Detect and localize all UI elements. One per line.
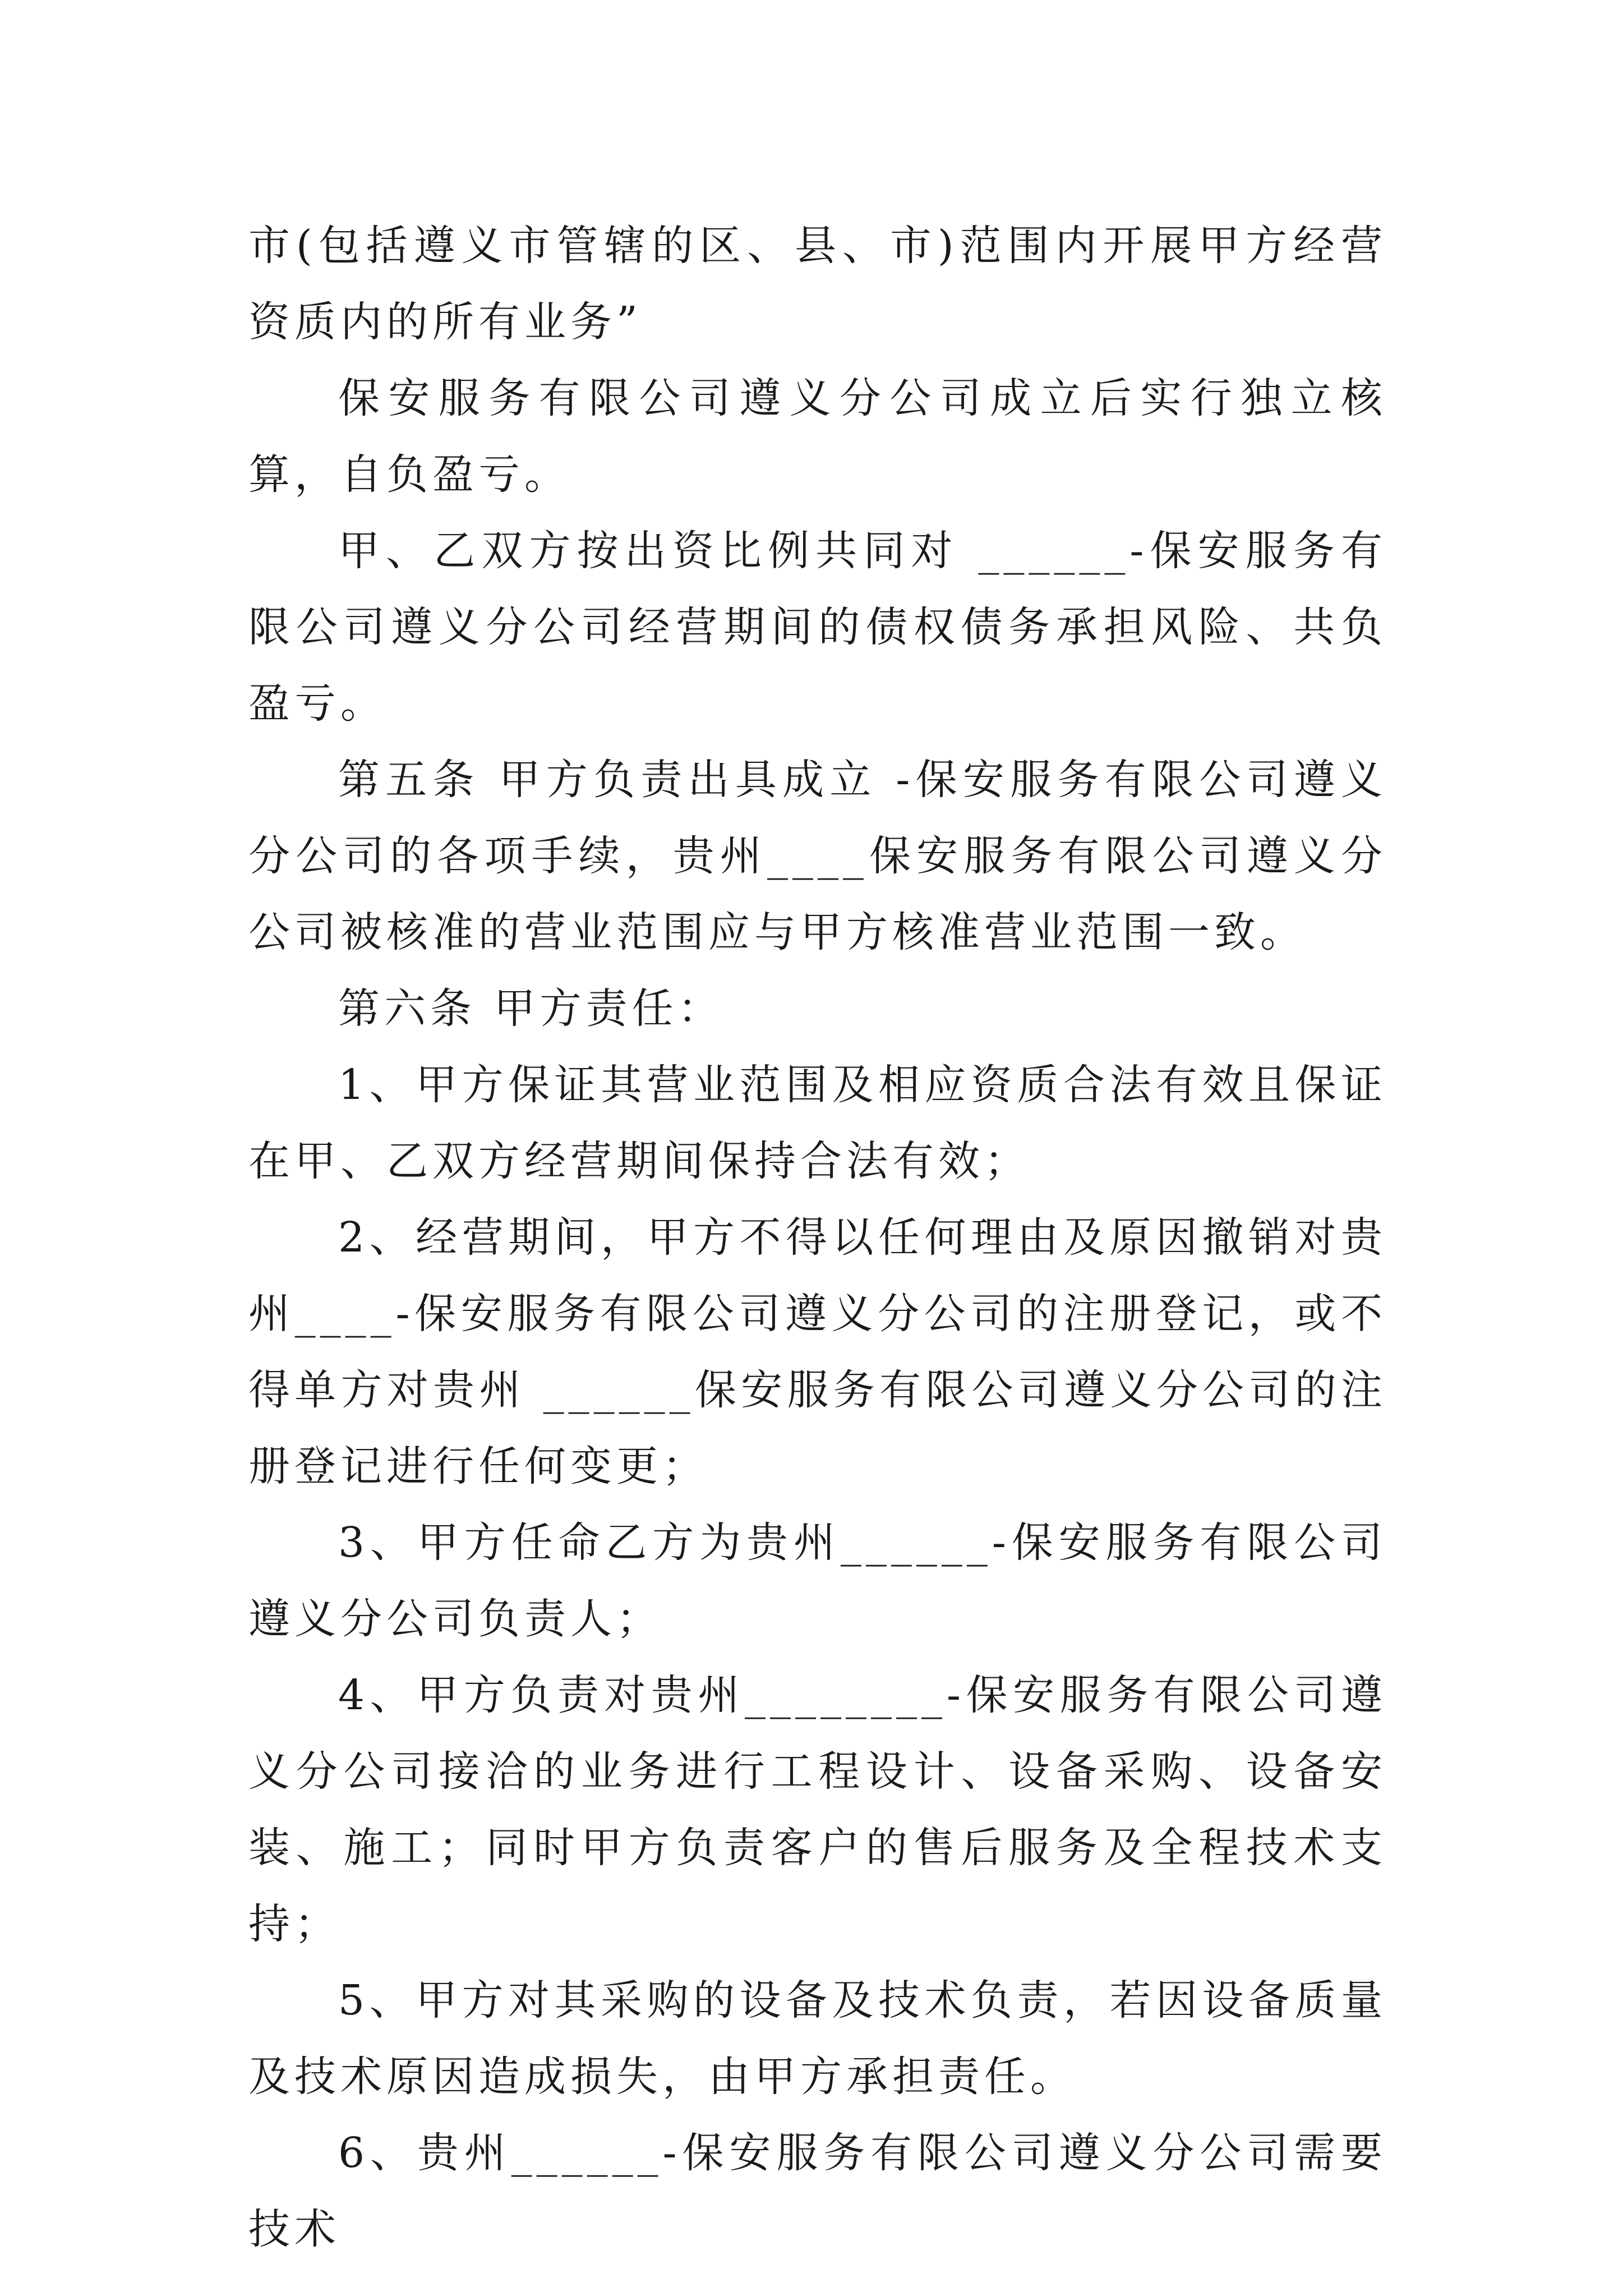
paragraph-clause-2: 2、经营期间，甲方不得以任何理由及原因撤销对贵州____-保安服务有限公司遵义分公司的注册登记，或不得单方对贵州 ______保安服务有限公司遵义分公司的注册登记进行任何变更； bbox=[248, 1213, 1387, 1490]
paragraph-article-five: 第五条 甲方负责出具成立 -保安服务有限公司遵义分公司的各项手续，贵州____保安服务有限公司遵义分公司被核准的营业范围应与甲方核准营业范围一致。 bbox=[248, 756, 1387, 956]
paragraph-clause-1: 1、甲方保证其营业范围及相应资质合法有效且保证在甲、乙双方经营期间保持合法有效； bbox=[248, 1061, 1387, 1185]
paragraph-article-six-heading: 第六条 甲方责任： bbox=[338, 984, 724, 1033]
paragraph-shared-liability: 甲、乙双方按出资比例共同对 ______-保安服务有限公司遵义分公司经营期间的债权债务承担风险、共负盈亏。 bbox=[248, 527, 1387, 728]
document-body bbox=[248, 208, 1387, 2267]
paragraph-independent-accounting: 保安服务有限公司遵义分公司成立后实行独立核算，自负盈亏。 bbox=[248, 374, 1387, 499]
paragraph-clause-5: 5、甲方对其采购的设备及技术负责，若因设备质量及技术原因造成损失，由甲方承担责任。 bbox=[248, 1976, 1387, 2101]
paragraph-clause-4: 4、甲方负责对贵州________-保安服务有限公司遵义分公司接洽的业务进行工程设计、设备采购、设备安装、施工；同时甲方负责客户的售后服务及全程技术支持； bbox=[248, 1671, 1387, 1948]
paragraph-scope-continuation: 市(包括遵义市管辖的区、县、市)范围内开展甲方经营资质内的所有业务” bbox=[248, 222, 1387, 346]
paragraph-clause-3: 3、甲方任命乙方为贵州______-保安服务有限公司遵义分公司负责人； bbox=[248, 1519, 1387, 1643]
paragraph-clause-6: 6、贵州______-保安服务有限公司遵义分公司需要技术 bbox=[248, 2129, 1387, 2253]
